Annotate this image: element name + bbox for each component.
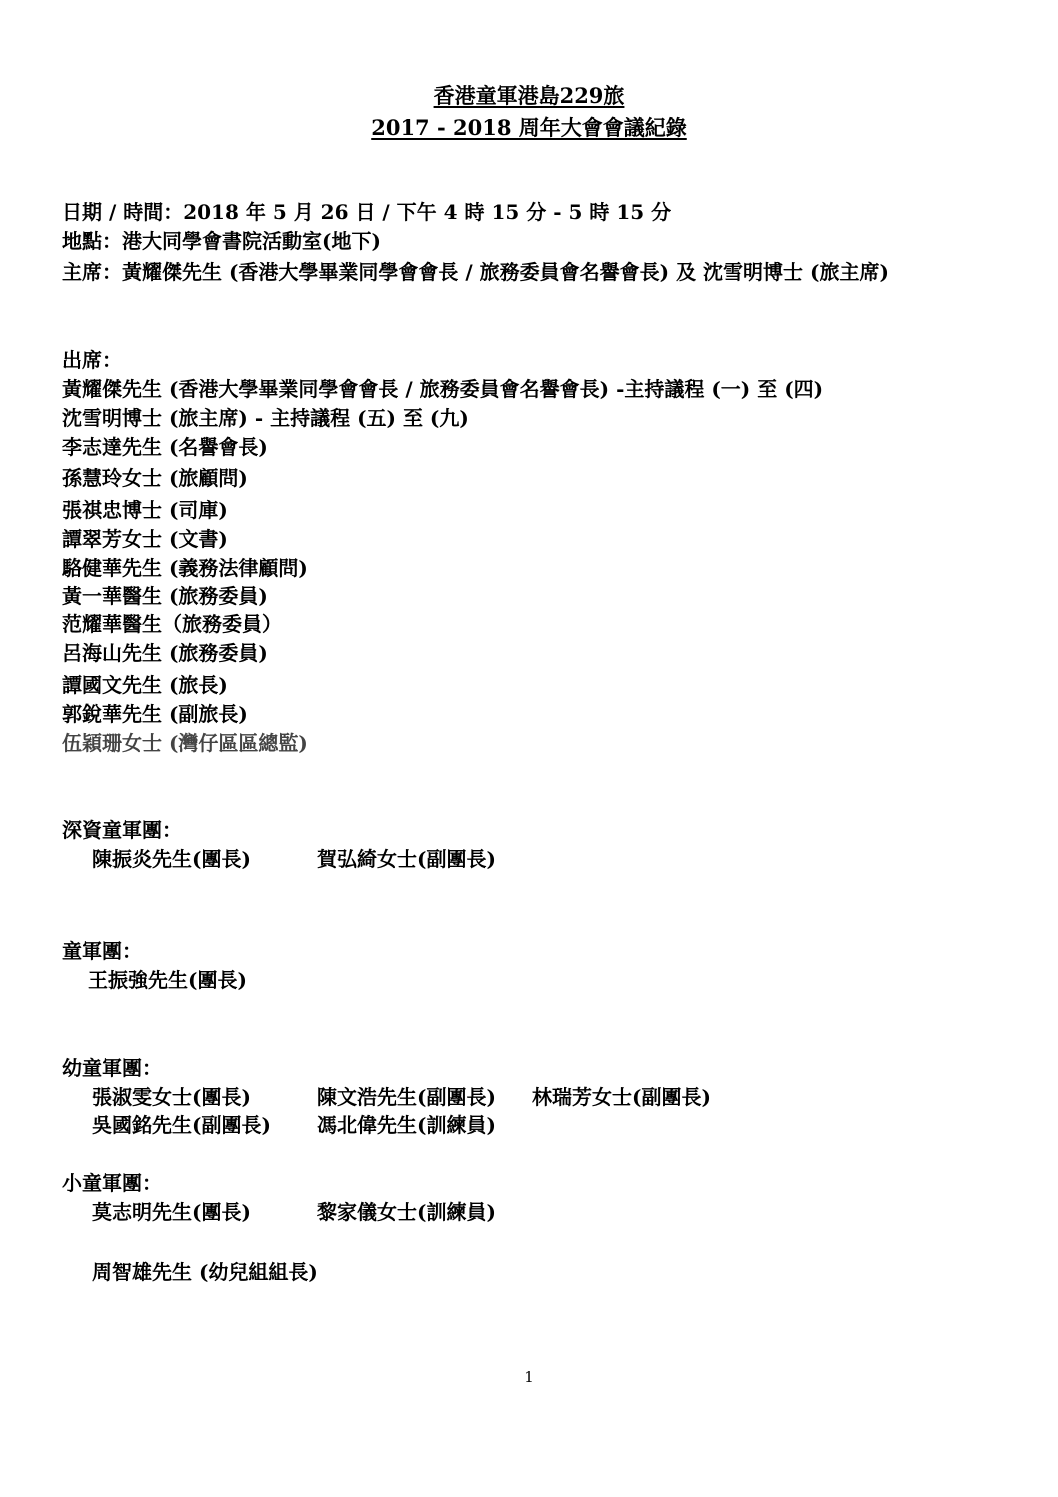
- rover-member: 陳振炎先生(團長): [92, 847, 251, 871]
- page-number: 1: [524, 1368, 534, 1386]
- attendee: 駱健華先生 (義務法律顧問): [62, 556, 308, 580]
- beaver-member: 莫志明先生(團長): [92, 1200, 251, 1224]
- cub-member: 林瑞芳女士(副團長): [532, 1085, 711, 1109]
- meeting-venue: 地點：港大同學會書院活動室(地下): [62, 229, 381, 253]
- document-title: 香港童軍港島229旅: [433, 83, 625, 108]
- rover-member: 賀弘綺女士(副團長): [317, 847, 496, 871]
- cub-heading: 幼童軍團：: [62, 1056, 162, 1080]
- cub-member: 陳文浩先生(副團長): [317, 1085, 496, 1109]
- attendee: 譚國文先生 (旅長): [62, 673, 228, 697]
- cub-member: 張淑雯女士(團長): [92, 1085, 251, 1109]
- attendee: 黃一華醫生 (旅務委員): [62, 584, 268, 608]
- cub-member: 吳國銘先生(副團長): [92, 1113, 271, 1137]
- meeting-datetime: 日期 / 時間：2018 年 5 月 26 日 / 下午 4 時 15 分 - 5 時 15 分: [62, 200, 672, 224]
- scout-heading: 童軍團：: [62, 939, 142, 963]
- attendance-heading: 出席：: [62, 348, 122, 372]
- beaver-section-leader: 周智雄先生 (幼兒組組長): [92, 1260, 318, 1284]
- beaver-heading: 小童軍團：: [62, 1171, 162, 1195]
- attendee: 伍穎珊女士 (灣仔區區總監): [62, 731, 308, 755]
- document-subtitle: 2017 - 2018 周年大會會議紀錄: [371, 115, 687, 140]
- attendee: 范耀華醫生（旅務委員）: [62, 612, 282, 636]
- scout-member: 王振強先生(團長): [88, 968, 247, 992]
- cub-member: 馮北偉先生(訓練員): [317, 1113, 496, 1137]
- beaver-member: 黎家儀女士(訓練員): [317, 1200, 496, 1224]
- attendee: 黃耀傑先生 (香港大學畢業同學會會長 / 旅務委員會名譽會長) -主持議程 (一) 至 (四): [62, 377, 824, 401]
- meeting-chair: 主席：黃耀傑先生 (香港大學畢業同學會會長 / 旅務委員會名譽會長) 及 沈雪明博士 (旅主席): [62, 260, 889, 284]
- attendee: 李志達先生 (名譽會長): [62, 435, 268, 459]
- attendee: 張祺忠博士 (司庫): [62, 498, 228, 522]
- attendee: 呂海山先生 (旅務委員): [62, 641, 268, 665]
- attendee: 郭銳華先生 (副旅長): [62, 702, 248, 726]
- attendee: 孫慧玲女士 (旅顧問): [62, 466, 248, 490]
- rover-heading: 深資童軍團：: [62, 818, 182, 842]
- attendee: 譚翠芳女士 (文書): [62, 527, 228, 551]
- attendee: 沈雪明博士 (旅主席) - 主持議程 (五) 至 (九): [62, 406, 469, 430]
